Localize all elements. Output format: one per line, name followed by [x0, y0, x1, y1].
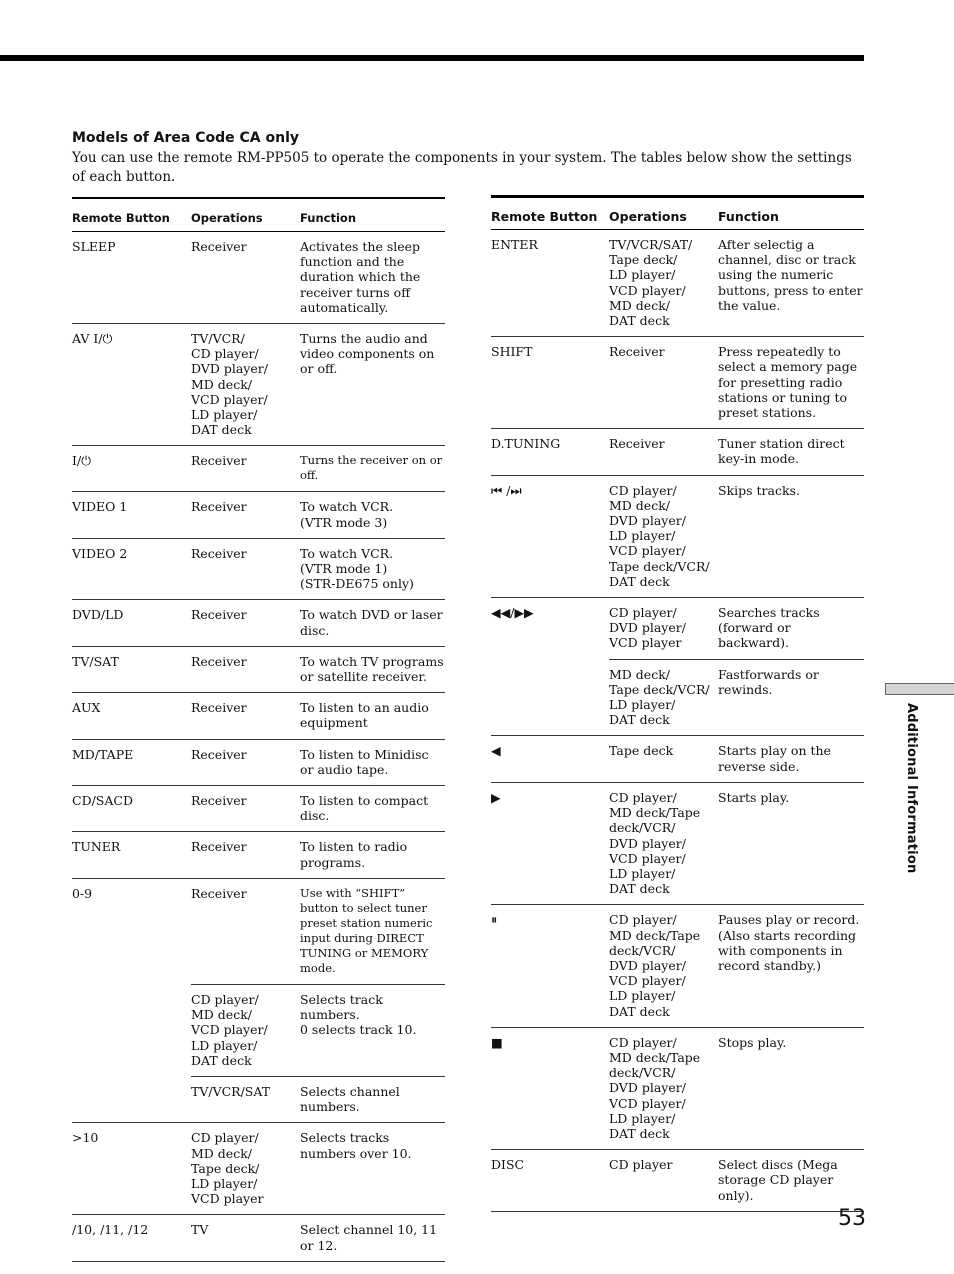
remote-button-cell: VIDEO 1: [72, 492, 191, 538]
remote-button-cell: SLEEP: [72, 232, 191, 324]
function-cell: To watch VCR. (VTR mode 1) (STR-DE675 only): [300, 538, 445, 600]
operations-cell: Receiver: [191, 786, 300, 832]
remote-button-cell: MD/TAPE: [72, 739, 191, 785]
table-header-row: [491, 197, 864, 230]
function-cell: Pauses play or record. (Also starts recording with components in record standby.): [718, 905, 864, 1027]
operations-cell: TV/VCR/SAT: [191, 1076, 300, 1122]
table-row: [72, 693, 445, 739]
function-cell: To listen to Minidisc or audio tape.: [300, 739, 445, 785]
header-remote-button: Remote Button: [491, 197, 609, 230]
table-row: [491, 1027, 864, 1149]
function-cell: Select discs (Mega storage CD player only).: [718, 1150, 864, 1212]
remote-button-cell: /10, /11, /12: [72, 1215, 191, 1261]
function-cell: Selects channel numbers.: [300, 1076, 445, 1122]
table-row: [491, 905, 864, 1027]
operations-cell: CD player: [609, 1150, 718, 1212]
operations-cell: Receiver: [191, 446, 300, 492]
operations-cell: CD player/ MD deck/Tape deck/VCR/ DVD player/ VCD player/ LD player/ DAT deck: [609, 905, 718, 1027]
remote-button-cell: 0-9: [72, 878, 191, 984]
section-heading: Models of Area Code CA only: [72, 130, 299, 146]
function-cell: Stops play.: [718, 1027, 864, 1149]
table-row: [72, 232, 445, 324]
remote-button-cell-empty: [491, 659, 609, 736]
function-cell: To watch TV programs or satellite receiver.: [300, 646, 445, 692]
operations-cell: Receiver: [191, 600, 300, 646]
function-cell: Activates the sleep function and the duration which the receiver turns off automatically.: [300, 232, 445, 324]
function-cell: Selects track numbers. 0 selects track 10.: [300, 984, 445, 1076]
table-row: [72, 538, 445, 600]
operations-cell: Receiver: [191, 832, 300, 878]
section-side-label: Additional Information: [904, 703, 919, 874]
table-row: [491, 429, 864, 475]
function-cell: Skips tracks.: [718, 475, 864, 597]
operations-cell: CD player/ MD deck/Tape deck/VCR/ DVD player/ VCD player/ LD player/ DAT deck: [609, 1027, 718, 1149]
search-buttons-cell: ◀◀/▶▶: [491, 598, 609, 660]
header-function: Function: [300, 198, 445, 232]
function-cell: Turns the audio and video components on or off.: [300, 324, 445, 446]
table-row: [491, 659, 864, 736]
table-row: [72, 1215, 445, 1261]
top-rule: [0, 55, 864, 61]
function-cell: Starts play.: [718, 782, 864, 904]
table-row: [72, 600, 445, 646]
operations-cell: Receiver: [191, 693, 300, 739]
remote-button-cell: VIDEO 2: [72, 538, 191, 600]
skip-buttons-cell: ⏮ /⏭: [491, 475, 609, 597]
play-icon: ▶: [491, 782, 609, 904]
stop-icon: ■: [491, 1027, 609, 1149]
remote-button-cell: I/⏻: [72, 446, 191, 492]
header-function: Function: [718, 197, 864, 230]
function-cell: Turns the receiver on or off.: [300, 446, 445, 492]
table-row: [491, 1150, 864, 1212]
operations-cell: TV/VCR/SAT/ Tape deck/ LD player/ VCD player/ MD deck/ DAT deck: [609, 230, 718, 337]
operations-cell: Receiver: [609, 337, 718, 429]
operations-cell: Receiver: [191, 492, 300, 538]
table-header-row: [72, 198, 445, 232]
section-tab-marker: [885, 683, 954, 695]
function-cell: To listen to compact disc.: [300, 786, 445, 832]
remote-button-cell: >10: [72, 1123, 191, 1215]
table-row: [491, 337, 864, 429]
operations-cell: Receiver: [609, 429, 718, 475]
table-row: [72, 984, 445, 1076]
table-row: [491, 736, 864, 782]
function-cell: To listen to an audio equipment: [300, 693, 445, 739]
table-row: [72, 1076, 445, 1122]
table-row: [72, 878, 445, 984]
header-operations: Operations: [191, 198, 300, 232]
reverse-play-icon: ◀: [491, 736, 609, 782]
remote-button-cell: DVD/LD: [72, 600, 191, 646]
remote-button-cell: CD/SACD: [72, 786, 191, 832]
operations-cell: Receiver: [191, 232, 300, 324]
intro-paragraph: You can use the remote RM-PP505 to operate the components in your system. The tables below show the settings of each button.: [72, 150, 852, 185]
table-row: [491, 475, 864, 597]
function-cell: To watch VCR. (VTR mode 3): [300, 492, 445, 538]
operations-cell: CD player/ MD deck/Tape deck/VCR/ DVD player/ VCD player/ LD player/ DAT deck: [609, 782, 718, 904]
pause-icon: ⏸: [491, 905, 609, 1027]
operations-cell: Receiver: [191, 646, 300, 692]
header-remote-button: Remote Button: [72, 198, 191, 232]
operations-cell: Receiver: [191, 538, 300, 600]
operations-cell: Receiver: [191, 739, 300, 785]
function-cell: Starts play on the reverse side.: [718, 736, 864, 782]
operations-cell: TV: [191, 1215, 300, 1261]
operations-cell: CD player/ MD deck/ VCD player/ LD player/ DAT deck: [191, 984, 300, 1076]
table-row: [491, 782, 864, 904]
table-row: [491, 598, 864, 660]
function-cell: Searches tracks (forward or backward).: [718, 598, 864, 660]
function-cell: To listen to radio programs.: [300, 832, 445, 878]
left-remote-table: [72, 197, 445, 1262]
function-cell: Selects tracks numbers over 10.: [300, 1123, 445, 1215]
function-cell: To watch DVD or laser disc.: [300, 600, 445, 646]
remote-button-cell: TUNER: [72, 832, 191, 878]
remote-button-cell: SHIFT: [491, 337, 609, 429]
operations-cell: MD deck/ Tape deck/VCR/ LD player/ DAT deck: [609, 659, 718, 736]
table-row: [72, 1123, 445, 1215]
table-row: [72, 492, 445, 538]
remote-button-cell: AV I/⏻: [72, 324, 191, 446]
remote-button-cell-empty: [72, 984, 191, 1076]
page-number: 53: [838, 1206, 866, 1231]
remote-button-cell: ENTER: [491, 230, 609, 337]
remote-button-cell: D.TUNING: [491, 429, 609, 475]
function-cell: Select channel 10, 11 or 12.: [300, 1215, 445, 1261]
remote-button-cell: AUX: [72, 693, 191, 739]
table-row: [72, 446, 445, 492]
function-cell: Tuner station direct key-in mode.: [718, 429, 864, 475]
function-cell: Use with “SHIFT” button to select tuner preset station numeric input during DIRECT TUNING or MEMORY mode.: [300, 878, 445, 984]
header-operations: Operations: [609, 197, 718, 230]
remote-button-cell: TV/SAT: [72, 646, 191, 692]
remote-button-cell-empty: [72, 1076, 191, 1122]
function-cell: Press repeatedly to select a memory page for presetting radio stations or tuning to preset stations.: [718, 337, 864, 429]
remote-button-cell: DISC: [491, 1150, 609, 1212]
table-row: [491, 230, 864, 337]
operations-cell: CD player/ MD deck/ DVD player/ LD player/ VCD player/ Tape deck/VCR/ DAT deck: [609, 475, 718, 597]
operations-cell: TV/VCR/ CD player/ DVD player/ MD deck/ VCD player/ LD player/ DAT deck: [191, 324, 300, 446]
table-row: [72, 324, 445, 446]
operations-cell: CD player/ MD deck/ Tape deck/ LD player/ VCD player: [191, 1123, 300, 1215]
table-row: [72, 646, 445, 692]
operations-cell: Tape deck: [609, 736, 718, 782]
table-row: [72, 739, 445, 785]
table-row: [72, 786, 445, 832]
operations-cell: CD player/ DVD player/ VCD player: [609, 598, 718, 660]
table-row: [72, 832, 445, 878]
right-remote-table: [491, 195, 864, 1212]
function-cell: Fastforwards or rewinds.: [718, 659, 864, 736]
function-cell: After selectig a channel, disc or track using the numeric buttons, press to enter the value.: [718, 230, 864, 337]
operations-cell: Receiver: [191, 878, 300, 984]
